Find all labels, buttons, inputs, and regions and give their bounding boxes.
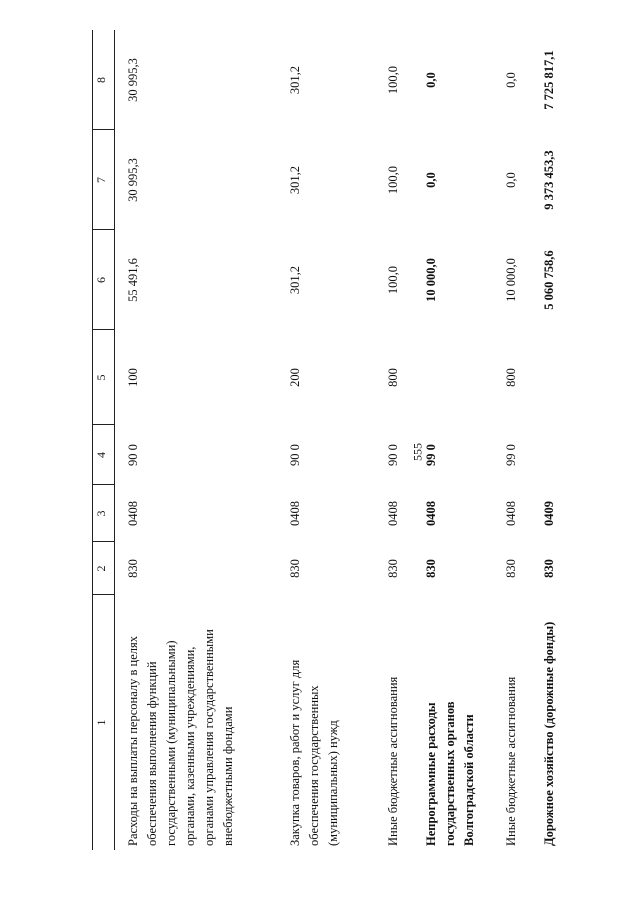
row-c5: 100: [126, 368, 140, 387]
header-col-1: 1: [94, 719, 108, 726]
row-name: Иные бюджетные ассигнования: [386, 676, 400, 846]
row-name: Непрограммные расходы государственных органов Волгоградской области: [424, 701, 476, 846]
header-col-8: 8: [94, 77, 108, 83]
row-c8: 7 725 817,1: [542, 50, 556, 110]
row-c3: 0408: [504, 501, 518, 526]
row-c4: 90 0: [386, 444, 400, 466]
header-col-2: 2: [94, 565, 108, 572]
header-col-5: 5: [94, 374, 108, 381]
budget-table: [92, 30, 592, 850]
row-c5: 800: [504, 368, 518, 387]
page-number: 555: [410, 443, 425, 461]
row-c6: 10 000,0: [424, 258, 438, 302]
row-c2: 830: [386, 559, 400, 578]
row-c4: 99 0: [504, 444, 518, 466]
row-c8: 0,0: [504, 72, 518, 88]
row-c5: 800: [386, 368, 400, 387]
row-c6: 100,0: [386, 265, 400, 295]
row-c6: 5 060 758,6: [542, 250, 556, 310]
row-c4: 99 0: [424, 444, 438, 466]
row-c3: 0408: [288, 501, 302, 526]
row-c3: 0408: [126, 501, 140, 526]
row-c6: 10 000,0: [504, 258, 518, 302]
row-c2: 830: [288, 559, 302, 578]
header-col-6: 6: [94, 277, 108, 283]
row-c2: 830: [542, 559, 556, 578]
row-c4: 90 0: [126, 444, 140, 466]
row-name: Закупка товаров, работ и услуг для обеспечения государственных (муниципальных) нужд: [288, 659, 340, 846]
row-c8: 30 995,3: [126, 58, 140, 102]
header-col-7: 7: [94, 177, 108, 183]
row-c8: 301,2: [288, 65, 302, 95]
row-c2: 830: [424, 559, 438, 578]
row-c8: 100,0: [386, 65, 400, 95]
header-col-3: 3: [94, 510, 108, 517]
row-c6: 301,2: [288, 265, 302, 295]
row-c7: 100,0: [386, 165, 400, 195]
row-c5: 200: [288, 368, 302, 387]
row-c4: 90 0: [288, 444, 302, 466]
row-c3: 0408: [424, 501, 438, 526]
row-c2: 830: [126, 559, 140, 578]
row-c6: 55 491,6: [126, 258, 140, 302]
row-c2: 830: [504, 559, 518, 578]
table-header-rule: [114, 30, 115, 850]
row-c7: 30 995,3: [126, 158, 140, 202]
row-c3: 0409: [542, 501, 556, 526]
row-c7: 301,2: [288, 165, 302, 195]
row-c8: 0,0: [424, 72, 438, 88]
row-c7: 0,0: [504, 172, 518, 188]
row-name: Расходы на выплаты персоналу в целях обеспечения выполнения функций государственными (муниципальными) органами, казенными учреждениями, органами управления государственными внебюджетными фондами: [126, 629, 235, 846]
row-c7: 9 373 453,3: [542, 150, 556, 210]
table-top-rule: [92, 30, 93, 850]
row-name: Дорожное хозяйство (дорожные фонды): [542, 621, 556, 846]
row-c7: 0,0: [424, 172, 438, 188]
row-c3: 0408: [386, 501, 400, 526]
header-col-4: 4: [94, 452, 108, 458]
row-name: Иные бюджетные ассигнования: [504, 676, 518, 846]
